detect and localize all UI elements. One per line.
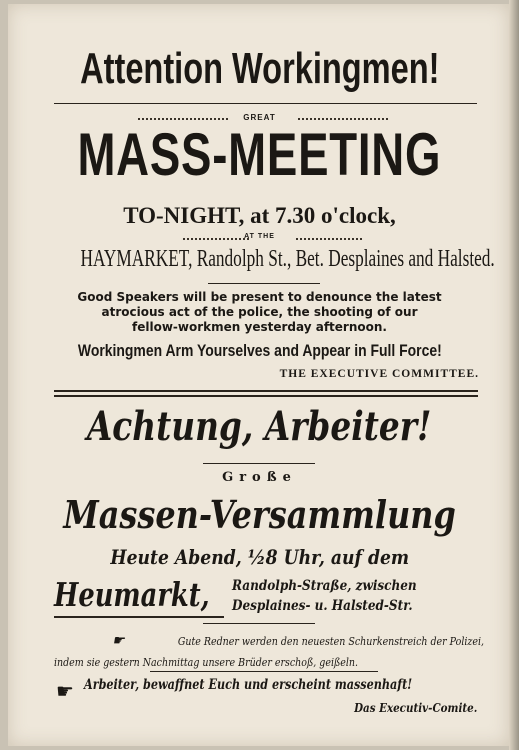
german-place: Heumarkt, xyxy=(54,575,210,614)
english-speakers-text xyxy=(0,290,519,335)
english-time-line: TO-NIGHT, at 7.30 o'clock, xyxy=(123,203,396,228)
mass-meeting-title: MASS-MEETING xyxy=(77,121,442,188)
german-street-line-1: Randolph-Straße, zwischen xyxy=(232,578,417,594)
short-rule-german xyxy=(203,463,315,464)
short-rule-german-2 xyxy=(203,623,315,624)
german-signature: Das Executiv-Comite. xyxy=(353,701,477,715)
german-speakers-line-1: ☛ Gute Redner werden den neuesten Schurkenstreich der Polizei, xyxy=(111,633,484,649)
speakers-line-1: Good Speakers will be present to denounce the latest xyxy=(77,290,442,304)
english-signature: THE EXECUTIVE COMMITTEE. xyxy=(279,368,479,380)
at-the-label: AT THE xyxy=(244,233,275,240)
divider-rule-2 xyxy=(54,395,478,397)
great-label: GREAT xyxy=(243,113,276,122)
speakers-line-3: fellow-workmen yesterday afternoon. xyxy=(132,320,387,334)
german-time-line: Heute Abend, ½8 Uhr, auf dem xyxy=(110,545,409,569)
heumarkt-underline xyxy=(54,616,224,618)
german-speakers-text xyxy=(54,631,484,673)
german-call-to-arms: Arbeiter, bewaffnet Euch und erscheint massenhaft! xyxy=(84,677,413,693)
divider-rule-1 xyxy=(54,390,478,392)
short-rule-german-3 xyxy=(150,671,378,672)
german-massen-versammlung: Massen-Versammlung xyxy=(63,492,456,537)
german-grosse: Große xyxy=(222,470,297,485)
german-street-line-2: Desplaines- u. Halsted-Str. xyxy=(232,598,413,614)
english-call-to-arms: Workingmen Arm Yourselves and Appear in Full Force! xyxy=(77,341,442,360)
pointing-hand-icon: ☛ xyxy=(56,679,74,703)
german-headline: Achtung, Arbeiter! xyxy=(87,403,432,450)
pointing-hand-icon: ☛ xyxy=(111,633,125,649)
short-rule xyxy=(208,283,320,284)
english-location: HAYMARKET, Randolph St., Bet. Desplaines and Halsted. xyxy=(80,246,495,272)
english-headline: Attention Workingmen! xyxy=(79,44,440,93)
top-rule xyxy=(54,103,477,104)
speakers-line-2: atrocious act of the police, the shooting of our xyxy=(101,305,418,319)
german-speakers-line-2: indem sie gestern Nachmittag unsere Brüder erschoß, geißeln. xyxy=(54,656,359,669)
